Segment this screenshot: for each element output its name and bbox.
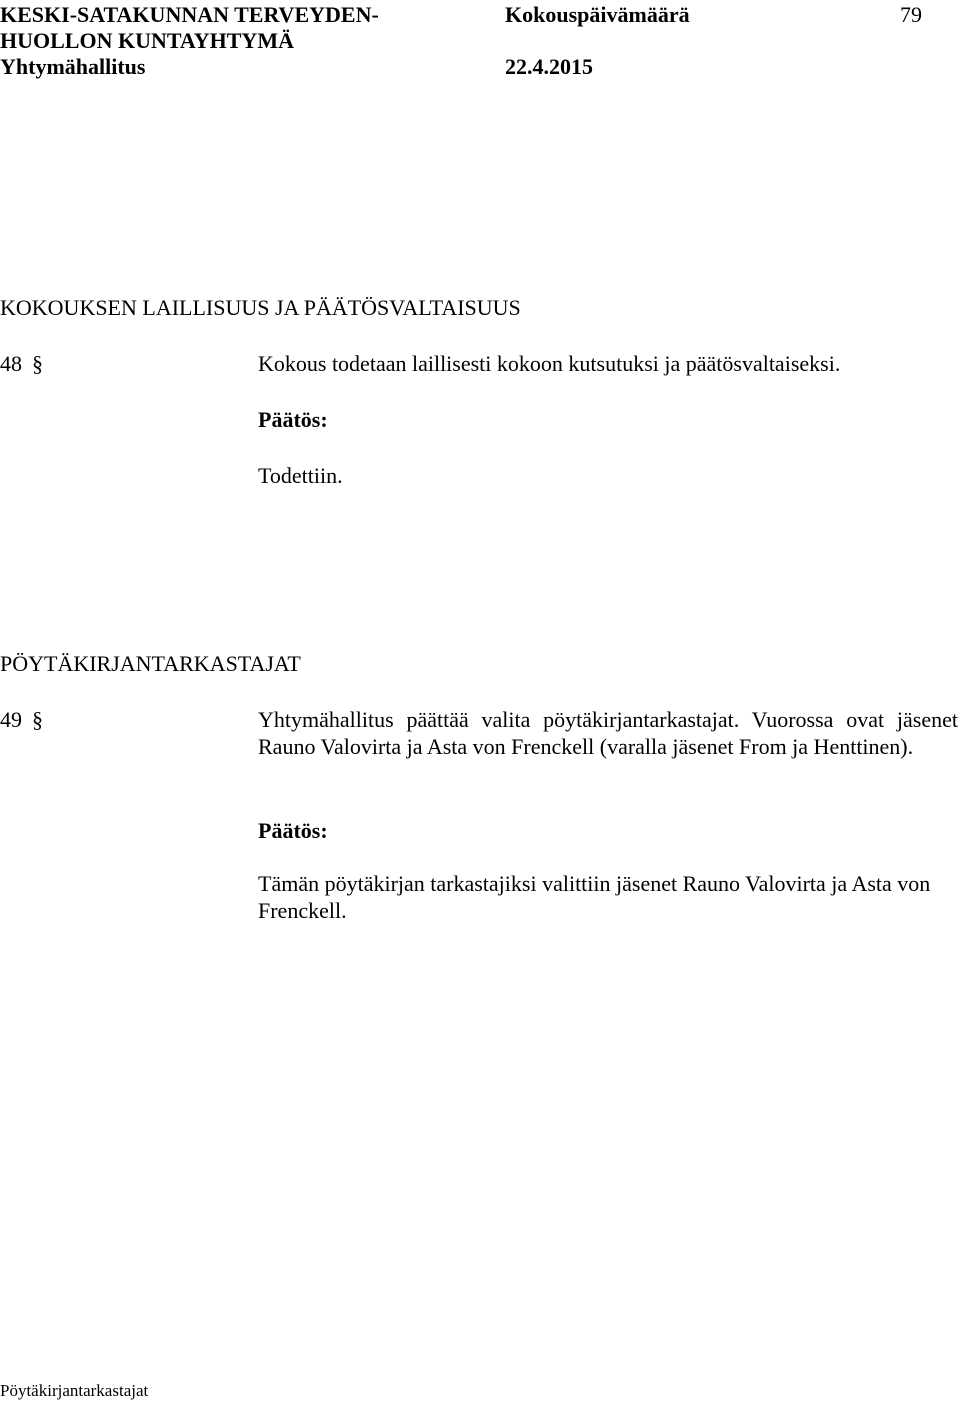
decision-text: Tämän pöytäkirjan tarkastajiksi valittiin jäsenet Rauno Valovirta ja Asta von Frenckell. (258, 871, 931, 923)
date-label: Kokouspäivämäärä (505, 2, 690, 27)
section-number-value: 48 (0, 351, 22, 376)
section-heading: KOKOUKSEN LAILLISUUS JA PÄÄTÖSVALTAISUUS (0, 295, 521, 320)
section-number (0, 706, 43, 733)
decision-label: Päätös: (258, 818, 328, 843)
meeting-date: 22.4.2015 (505, 54, 593, 79)
decision-label: Päätös: (258, 407, 328, 432)
section-heading: PÖYTÄKIRJANTARKASTAJAT (0, 651, 301, 676)
section-text: Kokous todetaan laillisesti kokoon kutsutuksi ja päätösvaltaiseksi. (258, 351, 841, 376)
section-number (0, 350, 43, 377)
page-number: 79 (900, 2, 922, 27)
org-name-line2: HUOLLON KUNTAYHTYMÄ (0, 28, 294, 53)
decision-text: Todettiin. (258, 463, 343, 488)
section-text: Yhtymähallitus päättää valita pöytäkirjantarkastajat. Vuorossa ovat jäsenet Rauno Valovirta ja Asta von Frenckell (varalla jäsenet From ja Henttinen). (258, 707, 958, 759)
section-symbol: § (32, 351, 43, 376)
footer-label: Pöytäkirjantarkastajat (0, 1381, 149, 1400)
section-number-value: 49 (0, 707, 22, 732)
org-name-line1: KESKI-SATAKUNNAN TERVEYDEN- (0, 2, 379, 27)
body-name: Yhtymähallitus (0, 54, 146, 79)
section-symbol: § (32, 707, 43, 732)
